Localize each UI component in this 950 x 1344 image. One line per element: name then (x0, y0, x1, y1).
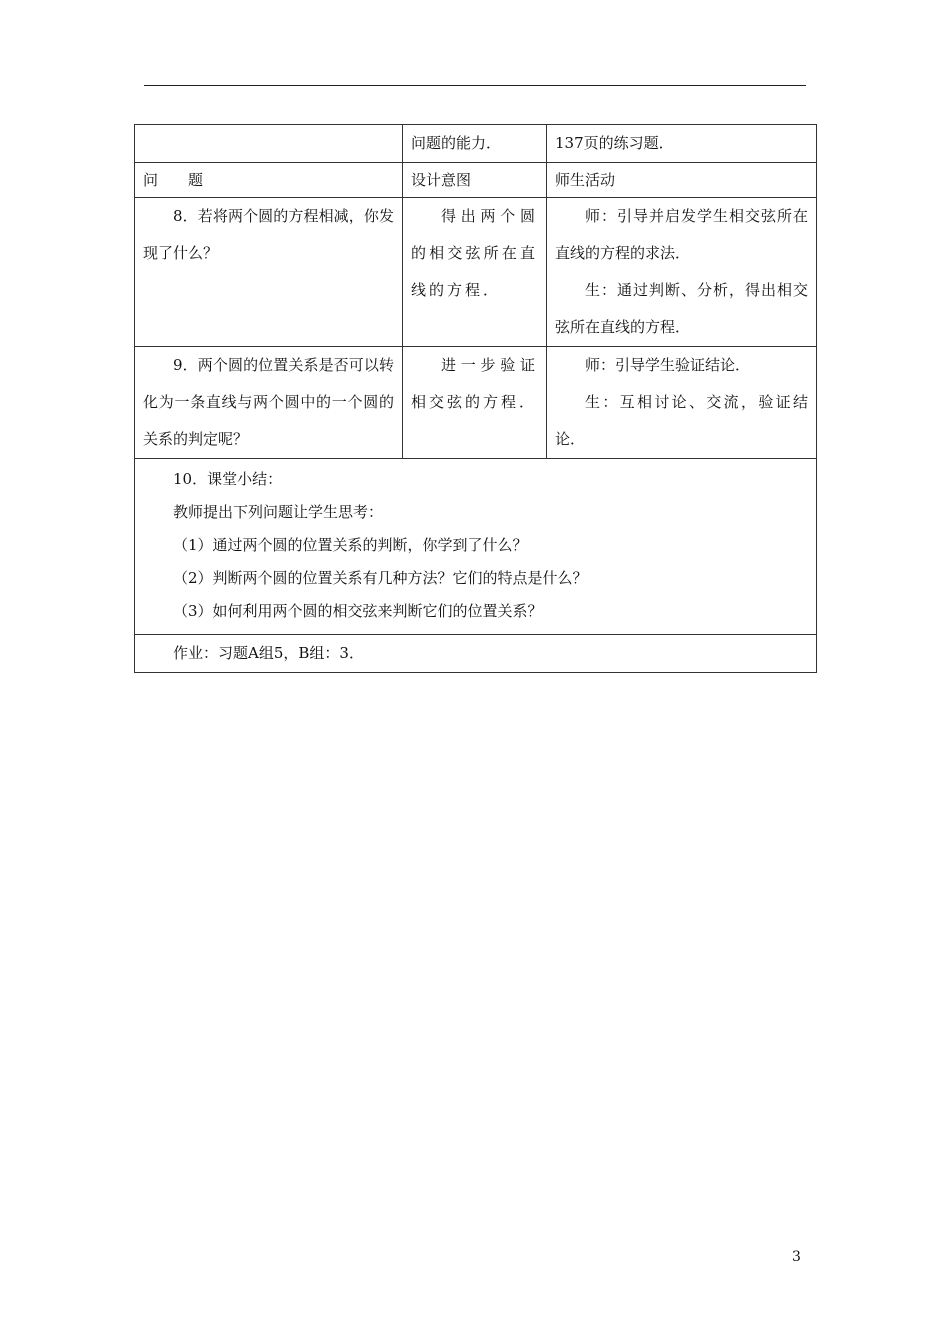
question-8: 8．若将两个圆的方程相减，你发现了什么？ (135, 198, 403, 347)
student-activity-8: 生：通过判断、分析，得出相交弦所在直线的方程． (555, 281, 808, 336)
question-9: 9．两个圆的位置关系是否可以转化为一条直线与两个圆中的一个圆的关系的判定呢？ (135, 347, 403, 459)
summary-title: 10．课堂小结： (173, 470, 283, 488)
table-row-8 (135, 198, 817, 347)
header-question: 问 题 (135, 163, 403, 198)
header-rule (144, 85, 806, 86)
summary-intro: 教师提出下列问题让学生思考： (173, 503, 384, 521)
table-row-summary (135, 459, 817, 635)
summary-question-1: （1）通过两个圆的位置关系的判断，你学到了什么？ (173, 536, 528, 554)
activity-8 (547, 198, 817, 347)
homework: 作业：习题A组5，B组：3． (135, 635, 817, 673)
cell-intent-continued: 问题的能力． (403, 125, 547, 163)
header-teacher-student-activity: 师生活动 (547, 163, 817, 198)
class-summary (135, 459, 817, 635)
table-row-continued (135, 125, 817, 163)
table-row-homework (135, 635, 817, 673)
cell-activity-continued: 137页的练习题． (547, 125, 817, 163)
page-number: 3 (792, 1249, 801, 1265)
intent-8: 得出两个圆的相交弦所在直线的方程． (403, 198, 547, 347)
summary-question-3: （3）如何利用两个圆的相交弦来判断它们的位置关系？ (173, 602, 543, 620)
teacher-activity-9: 师：引导学生验证结论． (585, 356, 751, 374)
cell-empty (135, 125, 403, 163)
lesson-plan-table (134, 124, 817, 673)
summary-question-2: （2）判断两个圆的位置关系有几种方法？它们的特点是什么？ (173, 569, 588, 587)
header-design-intent: 设计意图 (403, 163, 547, 198)
table-header-row (135, 163, 817, 198)
table-row-9 (135, 347, 817, 459)
intent-9: 进一步验证相交弦的方程． (403, 347, 547, 459)
student-activity-9: 生：互相讨论、交流，验证结论． (555, 393, 808, 448)
teacher-activity-8: 师：引导并启发学生相交弦所在直线的方程的求法． (555, 207, 808, 262)
activity-9 (547, 347, 817, 459)
